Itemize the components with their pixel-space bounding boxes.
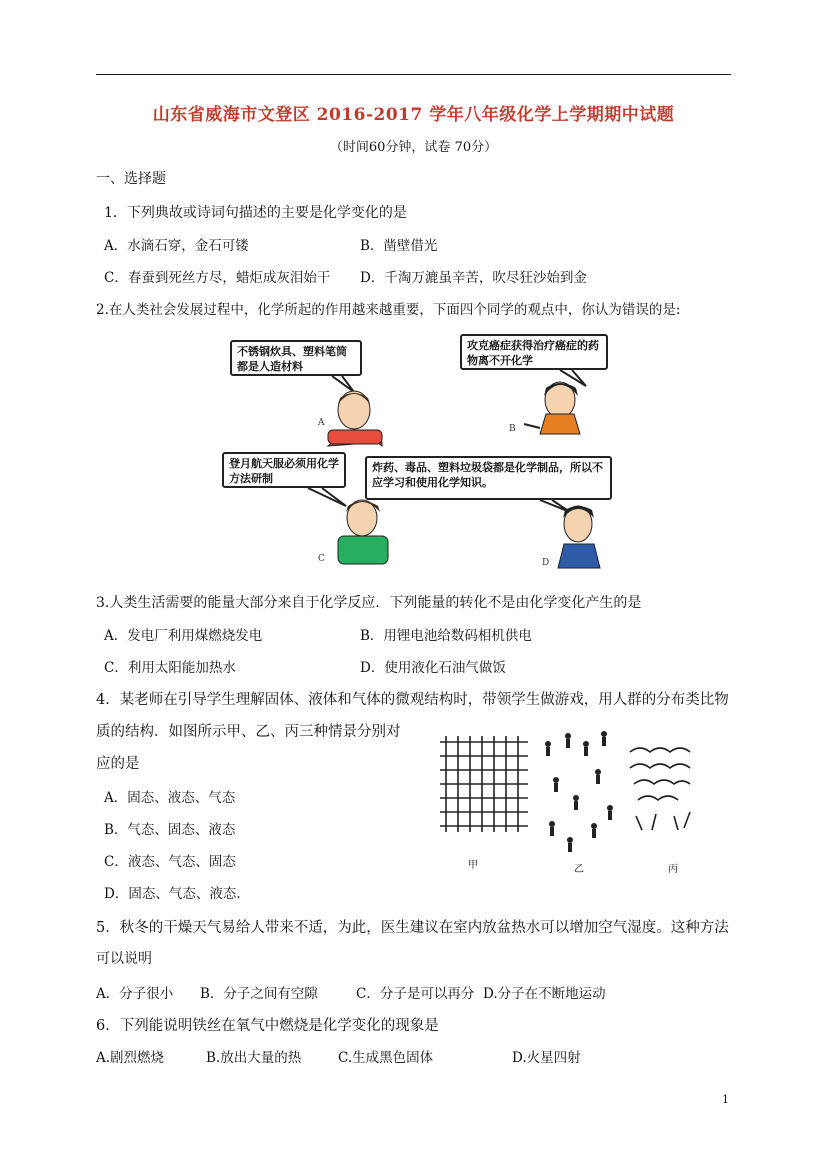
section-heading: 一、选择题: [96, 171, 166, 187]
q3-option-d: D．使用液化石油气做饭: [360, 660, 506, 676]
crowd-liquid: [630, 748, 690, 830]
q4-stem-line2: 质的结构．如图所示甲、乙、丙三种情景分别对: [96, 724, 401, 740]
q5-option-c: C．分子是可以再分: [356, 986, 475, 1002]
label-d: D: [542, 558, 550, 568]
student-a-figure: [328, 391, 382, 446]
q4-option-b: B．气态、固态、液态: [104, 822, 236, 838]
q1-option-b: B．凿壁借光: [360, 238, 438, 254]
crowd-solid: [440, 736, 528, 832]
q3-option-b: B．用锂电池给数码相机供电: [360, 628, 532, 644]
speech-bubble-d: 炸药、毒品、塑料垃圾袋都是化学制品，所以不应学习和使用化学知识。: [365, 456, 612, 500]
q4-option-c: C．液态、气态、固态: [104, 854, 236, 870]
speech-bubble-c: 登月航天服必须用化学方法研制: [222, 452, 346, 488]
caption-jia: 甲: [468, 860, 478, 871]
student-figures: [222, 328, 614, 570]
student-b-figure: [524, 382, 580, 434]
speech-bubble-b: 攻克癌症获得治疗癌症的药物离不开化学: [460, 334, 608, 370]
q3-option-a: A．发电厂利用煤燃烧发电: [104, 628, 263, 644]
q6-option-a: A.剧烈燃烧: [96, 1050, 165, 1066]
label-a: A: [318, 418, 325, 428]
q5-stem-line2: 可以说明: [96, 951, 152, 967]
q6-stem: 6．下列能说明铁丝在氧气中燃烧是化学变化的现象是: [96, 1018, 439, 1034]
q2-stem: 2.在人类社会发展过程中，化学所起的作用越来越重要，下面四个同学的观点中，你认为错误的是:: [96, 302, 681, 318]
q1-option-a: A．水滴石穿，金石可镂: [104, 238, 249, 254]
header-rule: [96, 74, 731, 75]
crowd-gas: [545, 731, 613, 852]
q2-illustration: [222, 328, 614, 570]
caption-bing: 丙: [668, 864, 678, 875]
q5-option-a: A．分子很小: [96, 986, 174, 1002]
page-title: 山东省威海市文登区 2016-2017 学年八年级化学上学期期中试题: [152, 105, 675, 125]
student-c-figure: [338, 500, 388, 564]
q1-stem: 1．下列典故或诗词句描述的主要是化学变化的是: [104, 205, 407, 221]
q4-option-d: D．固态、气态、液态.: [104, 886, 241, 902]
q5-stem-line1: 5．秋冬的干燥天气易给人带来不适，为此，医生建议在室内放盆热水可以增加空气湿度。这种方法: [96, 920, 729, 936]
q6-option-c: C.生成黑色固体: [338, 1050, 434, 1066]
q4-stem-line1: 4．某老师在引导学生理解固体、液体和气体的微观结构时，带领学生做游戏，用人群的分布类比物: [96, 692, 729, 708]
q6-option-b: B.放出大量的热: [206, 1050, 302, 1066]
label-c: C: [318, 554, 325, 564]
page-number: 1: [722, 1093, 729, 1106]
q5-option-d: D.分子在不断地运动: [483, 986, 606, 1002]
exam-info: （时间60分钟，试卷 70分）: [329, 140, 498, 155]
q4-illustration: [434, 722, 706, 884]
q6-option-d: D.火星四射: [512, 1050, 581, 1066]
q5-option-b: B．分子之间有空隙: [200, 986, 318, 1002]
q3-option-c: C．利用太阳能加热水: [104, 660, 236, 676]
q4-option-a: A．固态、液态、气态: [104, 790, 236, 806]
speech-bubble-a: 不锈钢炊具、塑料笔筒都是人造材料: [230, 340, 362, 376]
caption-yi: 乙: [574, 864, 584, 875]
label-b: B: [509, 424, 516, 434]
student-d-figure: [558, 506, 600, 568]
q1-option-d: D．千淘万漉虽辛苦，吹尽狂沙始到金: [360, 270, 587, 286]
q4-stem-line3: 应的是: [96, 756, 140, 772]
q3-stem: 3.人类生活需要的能量大部分来自于化学反应．下列能量的转化不是由化学变化产生的是: [96, 595, 642, 611]
q1-option-c: C．春蚕到死丝方尽，蜡炬成灰泪始干: [104, 270, 331, 286]
